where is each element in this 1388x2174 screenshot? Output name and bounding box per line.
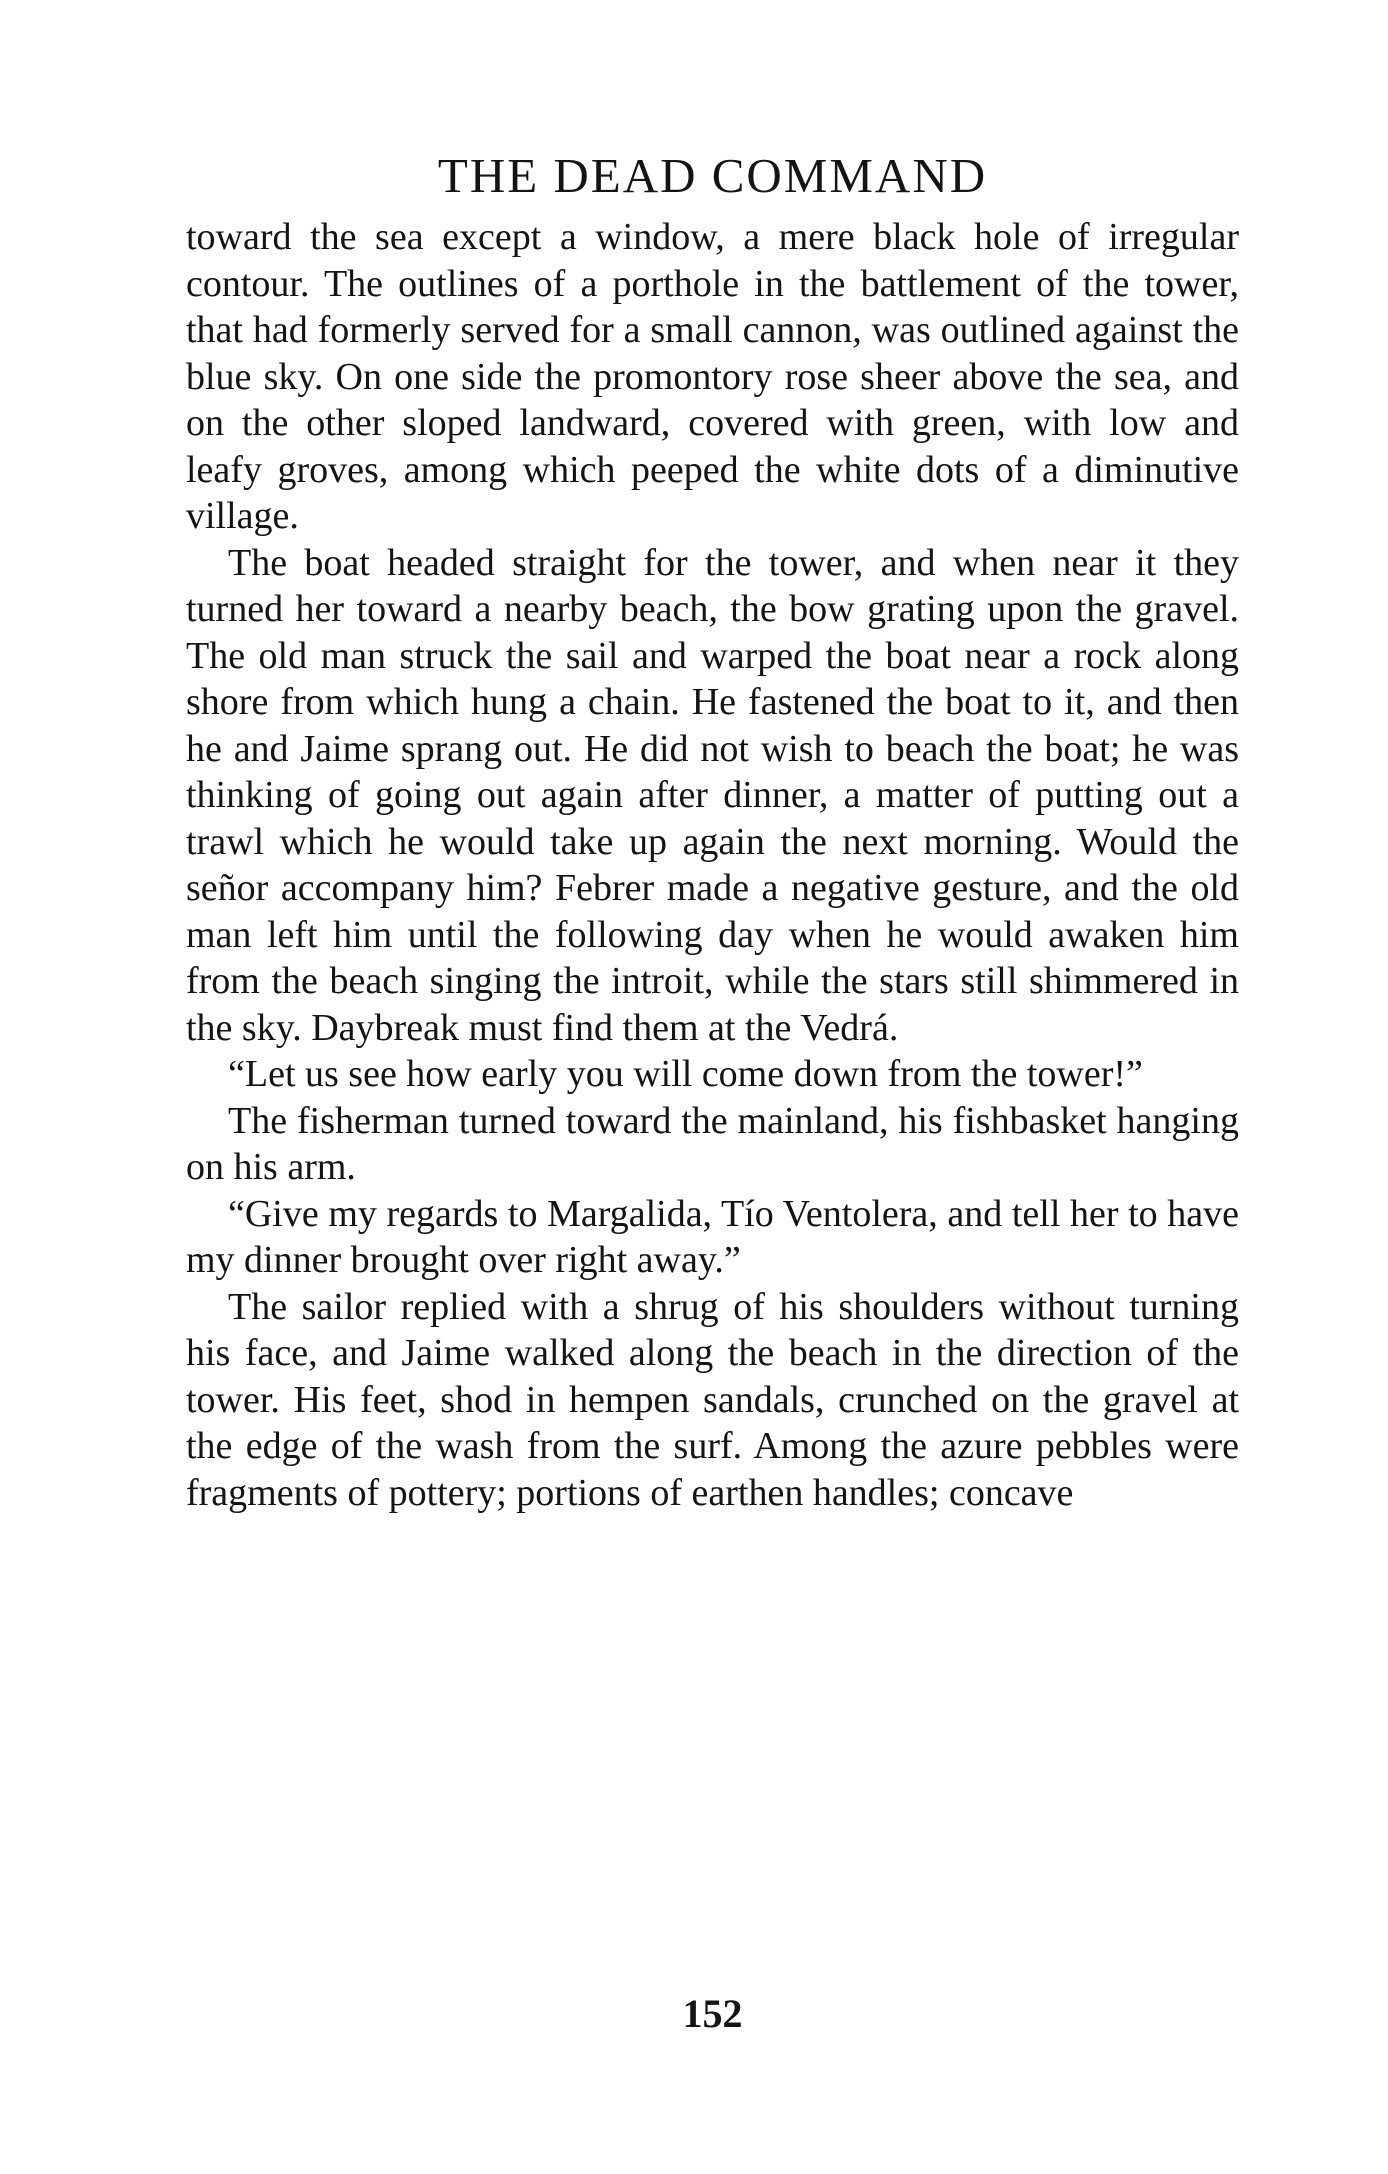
paragraph: “Give my regards to Margalida, Tío Ventolera, and tell her to have my dinner brought over right away.” (186, 1192, 1239, 1281)
paragraph: The boat headed straight for the tower, and when near it they turned her toward a nearby beach, the bow grating upon the gravel. The old man struck the sail and warped the boat near a rock along shore from which hung a chain. He fastened the boat to it, and then he and Jaime sprang out. He did not wish to beach the boat; he was thinking of going out again after dinner, a matter of putting out a trawl which he would take up again the next morning. Would the señor accompany him? Febrer made a negative gesture, and the old man left him until the following day when he would awaken him from the beach singing the introit, while the stars still shimmered in the sky. Daybreak must find them at the Vedrá. (186, 541, 1239, 1049)
running-title: THE DEAD COMMAND (437, 148, 988, 203)
page-number: 152 (682, 1991, 743, 2036)
book-page (186, 146, 1239, 2036)
paragraph: “Let us see how early you will come down from the tower!” (228, 1053, 1143, 1095)
paragraph: The fisherman turned toward the mainland, his fishbasket hanging on his arm. (186, 1099, 1239, 1188)
paragraph: toward the sea except a window, a mere black hole of irregular contour. The outlines of a porthole in the battlement of the tower, that had formerly served for a small cannon, was outlined against the blue sky. On one side the promontory rose sheer above the sea, and on the other sloped landward, covered with green, with low and leafy groves, among which peeped the white dots of a diminutive village. (186, 216, 1239, 537)
paragraph: The sailor replied with a shrug of his shoulders without turning his face, and Jaime walked along the beach in the direction of the tower. His feet, shod in hempen sandals, crunched on the gravel at the edge of the wash from the surf. Among the azure pebbles were fragments of pottery; portions of earthen handles; concave (186, 1285, 1239, 1514)
body-text (186, 214, 1239, 1516)
